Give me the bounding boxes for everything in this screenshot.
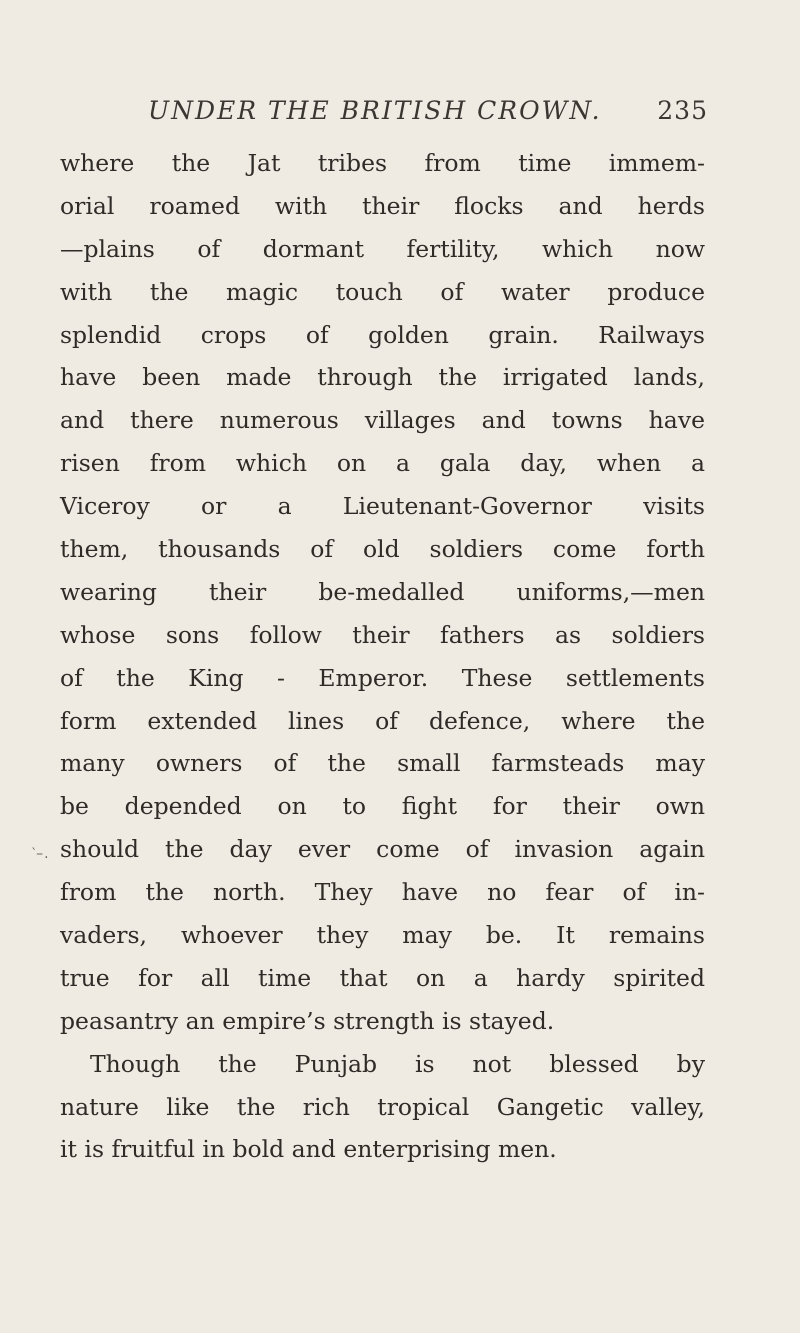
- text-line: peasantry an empire’s strength is stayed.: [60, 1006, 555, 1035]
- text-line: —plains of dormant fertility, which now: [60, 234, 705, 263]
- running-head: [148, 96, 708, 136]
- text-line: with the magic touch of water produce: [60, 277, 705, 306]
- text-line: have been made through the irrigated lands,: [60, 363, 705, 392]
- text-line: where the Jat tribes from time immem-: [60, 149, 705, 177]
- text-line: be depended on to fight for their own: [60, 792, 705, 821]
- running-title: UNDER THE BRITISH CROWN.: [148, 96, 602, 125]
- text-line: Viceroy or a Lieutenant-Governor visits: [60, 492, 705, 521]
- text-line: orial roamed with their flocks and herds: [60, 191, 705, 220]
- page-number: 235: [657, 96, 708, 125]
- text-line: wearing their be-medalled uniforms,—men: [60, 577, 705, 606]
- text-line: risen from which on a gala day, when a: [60, 449, 705, 478]
- text-line: and there numerous villages and towns have: [60, 406, 705, 435]
- text-line: splendid crops of golden grain. Railways: [60, 320, 705, 349]
- text-line: vaders, whoever they may be. It remains: [60, 921, 705, 950]
- text-line: of the King - Emperor. These settlements: [60, 663, 705, 692]
- text-line: true for all time that on a hardy spirited: [60, 963, 705, 992]
- text-line: form extended lines of defence, where the: [60, 706, 705, 735]
- text-line: them, thousands of old soldiers come forth: [60, 535, 705, 564]
- text-line: Though the Punjab is not blessed by: [90, 1049, 705, 1078]
- text-line: it is fruitful in bold and enterprising men.: [60, 1135, 557, 1164]
- text-line: from the north. They have no fear of in-: [60, 878, 705, 907]
- text-line: nature like the rich tropical Gangetic valley,: [60, 1092, 705, 1121]
- body-text: [60, 142, 705, 1171]
- margin-ink-mark: ‵–.: [32, 846, 50, 862]
- text-line: whose sons follow their fathers as soldiers: [60, 620, 705, 649]
- text-line: should the day ever come of invasion again: [60, 835, 705, 864]
- text-line: many owners of the small farmsteads may: [60, 749, 705, 778]
